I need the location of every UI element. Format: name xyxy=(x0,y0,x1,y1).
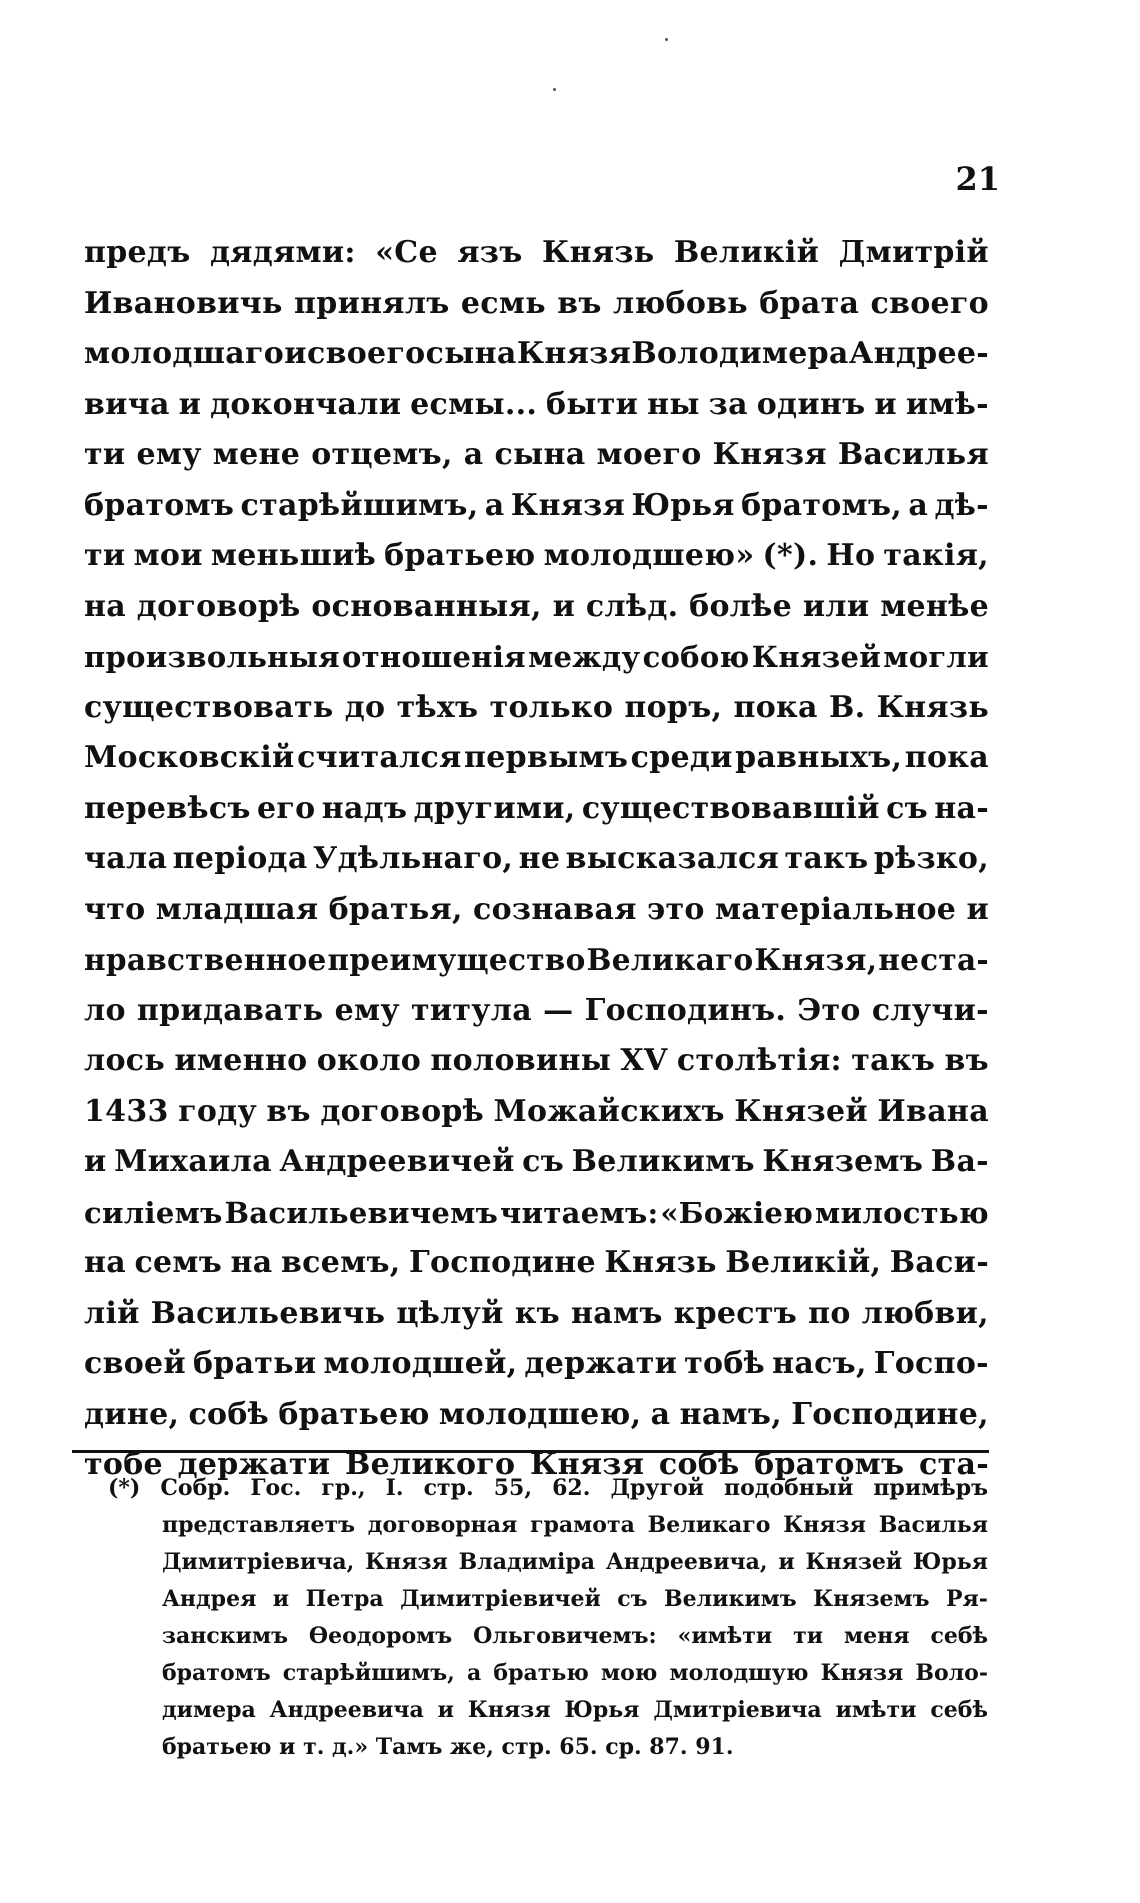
text-line xyxy=(84,1390,989,1441)
word: на xyxy=(84,1245,126,1280)
word: Другой xyxy=(610,1475,704,1501)
word: (*). xyxy=(762,538,819,573)
word: братомъ xyxy=(84,487,235,523)
word: ему xyxy=(334,992,400,1028)
footnote-line xyxy=(162,1507,988,1544)
word: между xyxy=(528,640,641,674)
word: старѣйшимъ, xyxy=(240,487,479,523)
word: высказался xyxy=(565,841,780,876)
word: Андрее- xyxy=(848,336,989,371)
text-line xyxy=(84,582,989,633)
word: «имѣти xyxy=(677,1623,773,1649)
word: произвольныя xyxy=(84,640,340,674)
word: болѣе xyxy=(689,588,793,624)
word: Собр. xyxy=(160,1475,231,1501)
text-line xyxy=(84,683,989,734)
word: 55, xyxy=(493,1475,533,1501)
word: подобный xyxy=(724,1475,854,1501)
word: Андреевича, xyxy=(605,1549,768,1575)
word: Удѣльнаго, xyxy=(312,841,514,876)
word: пока xyxy=(904,740,989,775)
word: на xyxy=(230,1245,273,1280)
text-line xyxy=(84,885,989,936)
word: Дмитрій xyxy=(838,235,989,270)
footnote-line xyxy=(162,1692,988,1729)
word: Господине, xyxy=(791,1396,989,1432)
word: Володимера xyxy=(631,336,849,371)
text-line xyxy=(84,531,989,582)
word: Андреевичей xyxy=(279,1144,515,1179)
word: договорѣ xyxy=(320,1093,485,1129)
word: молодшаго xyxy=(84,336,284,371)
text-line xyxy=(84,380,989,431)
word: одинъ xyxy=(756,386,866,422)
word: Великій, xyxy=(725,1245,882,1280)
word: намъ, xyxy=(679,1396,782,1432)
word: себѣ xyxy=(930,1623,988,1649)
text-line xyxy=(84,279,989,330)
word: братомъ xyxy=(754,1447,905,1482)
word: молодшей, xyxy=(323,1346,518,1381)
text-line xyxy=(84,834,989,885)
word: любовь xyxy=(613,285,748,321)
word: не xyxy=(518,841,561,876)
word: докончали xyxy=(210,386,402,422)
word: читаемъ: xyxy=(500,1195,659,1230)
word: къ xyxy=(514,1295,560,1331)
word: ны xyxy=(647,386,700,422)
word: Ря- xyxy=(946,1586,988,1612)
word: Великого xyxy=(344,1447,516,1482)
word: ло xyxy=(84,992,126,1028)
word: титула xyxy=(410,992,532,1028)
word: на- xyxy=(934,790,989,826)
word: около xyxy=(316,1043,422,1078)
word: занскимъ xyxy=(162,1623,288,1649)
word: Великаго xyxy=(586,942,754,977)
word: Василья xyxy=(878,1512,988,1538)
footnote-line xyxy=(162,1655,988,1692)
word: I. xyxy=(385,1475,404,1501)
word: другими, xyxy=(413,790,576,826)
word: Князя xyxy=(467,1697,551,1723)
word: Васильевичемъ xyxy=(224,1195,499,1230)
text-line xyxy=(84,1339,989,1390)
word: брата xyxy=(759,285,860,321)
word: старѣйшимъ, xyxy=(282,1660,455,1686)
word: считался xyxy=(297,740,462,775)
word: «Се xyxy=(375,235,438,270)
word: Князя xyxy=(510,487,626,523)
word: поръ, xyxy=(624,689,723,725)
word: тѣхъ xyxy=(396,689,479,725)
word: язъ xyxy=(457,235,523,270)
word: вича xyxy=(84,386,170,422)
word: «Божіею xyxy=(660,1195,814,1230)
word: періода xyxy=(172,841,308,876)
word: всемъ, xyxy=(281,1245,401,1280)
word: на xyxy=(84,588,126,624)
word: Димитріевича, xyxy=(162,1549,355,1575)
word: грамота xyxy=(530,1512,635,1538)
word: существовавшій xyxy=(581,790,880,826)
text-line xyxy=(84,733,989,784)
word: Василья xyxy=(837,437,989,472)
word: Княземъ xyxy=(813,1586,930,1612)
word: Господинъ. xyxy=(584,992,787,1028)
word: слѣд. xyxy=(585,588,679,624)
word: братомъ xyxy=(162,1660,271,1686)
word: менѣе xyxy=(880,588,989,624)
word: представляетъ xyxy=(162,1512,355,1538)
word: Великій xyxy=(673,235,820,270)
word: молодшую xyxy=(669,1660,809,1686)
footnote xyxy=(108,1470,988,1766)
word: ста- xyxy=(920,942,989,977)
word: стр. xyxy=(423,1475,474,1501)
word: договорѣ xyxy=(136,588,301,624)
word: лій xyxy=(84,1295,140,1331)
word: насъ, xyxy=(772,1346,867,1381)
word: могли xyxy=(883,640,989,674)
text-line xyxy=(84,430,989,481)
word: по xyxy=(808,1295,851,1331)
word: матеріальное xyxy=(715,891,957,927)
text-line xyxy=(84,228,989,279)
word: и xyxy=(84,1144,107,1179)
word: Великаго xyxy=(647,1512,771,1538)
word: случи- xyxy=(871,992,989,1028)
word: существовать xyxy=(84,689,334,725)
word: а xyxy=(484,487,505,523)
word: Князя xyxy=(712,437,827,472)
word: братьею xyxy=(278,1396,430,1432)
word: Госпо- xyxy=(873,1346,989,1381)
word: тобе xyxy=(84,1447,163,1482)
word: Петра xyxy=(305,1586,384,1612)
word: милостью xyxy=(815,1195,989,1230)
page-number: 21 xyxy=(955,160,1000,198)
word: 62. xyxy=(552,1475,591,1501)
word: за xyxy=(708,386,748,422)
word: придавать xyxy=(136,992,324,1028)
word: братьею xyxy=(384,538,536,573)
word: среди xyxy=(630,740,733,775)
footnote-line xyxy=(162,1544,988,1581)
word: братомъ, xyxy=(741,487,903,523)
word: Михаила xyxy=(114,1144,272,1179)
text-line xyxy=(84,986,989,1037)
main-text xyxy=(84,228,989,1491)
word: до xyxy=(344,689,386,725)
word: съ xyxy=(886,790,928,826)
word: пока xyxy=(733,689,818,725)
word: рѣзко, xyxy=(873,841,989,876)
word: моего xyxy=(596,437,702,472)
text-line xyxy=(84,329,989,380)
word: и xyxy=(284,336,307,371)
text-line xyxy=(84,1087,989,1138)
word: такъ xyxy=(784,841,869,876)
word: надъ xyxy=(321,790,408,826)
word: Князь xyxy=(604,1245,717,1280)
word: принялъ xyxy=(294,285,450,321)
word: меня xyxy=(844,1623,910,1649)
text-line xyxy=(84,632,989,683)
word: мене xyxy=(212,437,301,472)
word: Княземъ xyxy=(762,1144,924,1179)
word: быти xyxy=(546,386,639,422)
word: договорная xyxy=(367,1512,518,1538)
word: въ xyxy=(266,1093,311,1129)
word: братьи xyxy=(192,1346,317,1381)
word: своего xyxy=(870,285,989,321)
word: силіемъ xyxy=(84,1195,223,1230)
word: Ивановичь xyxy=(84,285,283,321)
text-line xyxy=(84,1188,989,1239)
word: дине, xyxy=(84,1396,180,1432)
word: Васильевичь xyxy=(150,1295,386,1331)
word: Ольговичемъ: xyxy=(473,1623,657,1649)
word: XV xyxy=(620,1043,668,1078)
text-line xyxy=(84,935,989,986)
word: Князя xyxy=(783,1512,866,1538)
word: собѣ xyxy=(658,1447,740,1482)
word: а xyxy=(650,1396,671,1432)
word: братья, xyxy=(328,891,463,927)
word: это xyxy=(646,891,705,927)
word: первымъ xyxy=(464,740,629,775)
word: Князей xyxy=(734,1093,868,1129)
word: именно xyxy=(174,1043,308,1078)
word: держати xyxy=(177,1447,331,1482)
word: Гос. xyxy=(250,1475,302,1501)
word: сознавая xyxy=(473,891,637,927)
word: своей xyxy=(84,1346,186,1381)
word: Господине xyxy=(408,1245,596,1280)
word: Князь xyxy=(542,235,655,270)
word: молодшею» xyxy=(543,538,755,573)
word: Это xyxy=(797,992,861,1028)
text-line xyxy=(84,481,989,532)
word: и xyxy=(272,1586,290,1612)
text-line xyxy=(84,1137,989,1188)
word: а xyxy=(466,1660,482,1686)
word: сына xyxy=(494,437,586,472)
footnote-line: братьею и т. д.» Тамъ же, стр. 65. ср. 87. 91. xyxy=(162,1734,734,1760)
word: В. xyxy=(828,689,866,725)
word: нравственное xyxy=(84,942,327,977)
word: мои xyxy=(133,538,203,573)
word: младшая xyxy=(155,891,319,927)
word: Владиміра xyxy=(458,1549,596,1575)
word: половины xyxy=(430,1043,612,1078)
word: Великимъ xyxy=(664,1586,797,1612)
word: въ xyxy=(557,285,602,321)
word: меньшиѣ xyxy=(210,538,377,573)
footnote-line xyxy=(162,1581,988,1618)
word: что xyxy=(84,891,146,927)
word: и xyxy=(778,1549,795,1575)
word: а xyxy=(463,437,484,472)
word: цѣлуй xyxy=(396,1295,504,1331)
word: Великимъ xyxy=(571,1144,755,1179)
word: только xyxy=(489,689,614,725)
word: дядями: xyxy=(209,235,356,270)
word: Ивана xyxy=(877,1093,989,1129)
word: чала xyxy=(84,841,168,876)
word: Ѳеодоромъ xyxy=(308,1623,453,1649)
word: есмы... xyxy=(410,386,538,422)
word: (*) xyxy=(108,1475,141,1501)
word: и xyxy=(966,891,989,927)
word: семъ xyxy=(134,1245,223,1280)
word: есмь xyxy=(460,285,546,321)
word: Андрея xyxy=(162,1586,257,1612)
word: примѣръ xyxy=(873,1475,988,1501)
word: Князя xyxy=(516,336,632,371)
word: мою xyxy=(601,1660,658,1686)
word: себѣ xyxy=(930,1697,988,1723)
word: году xyxy=(178,1093,257,1129)
word: Князя xyxy=(820,1660,904,1686)
word: молодшею, xyxy=(438,1396,642,1432)
word: — xyxy=(543,992,574,1028)
word: такія, xyxy=(883,538,989,573)
word: и xyxy=(437,1697,454,1723)
word: Васи- xyxy=(889,1245,989,1280)
word: и xyxy=(178,386,202,422)
word: держати xyxy=(524,1346,678,1381)
word: тобѣ xyxy=(684,1346,766,1381)
word: и xyxy=(552,588,576,624)
text-line xyxy=(84,1289,989,1340)
word: ста- xyxy=(919,1447,989,1482)
word: предъ xyxy=(84,235,191,270)
word: собою xyxy=(642,640,750,674)
word: Андреевича xyxy=(269,1697,424,1723)
word: 1433 xyxy=(84,1093,169,1129)
word: ти xyxy=(84,538,126,573)
word: имѣти xyxy=(835,1697,917,1723)
word: дѣ- xyxy=(934,487,989,523)
word: его xyxy=(257,790,316,826)
word: а xyxy=(908,487,929,523)
word: крестъ xyxy=(673,1295,798,1331)
text-line xyxy=(84,1036,989,1087)
word: намъ xyxy=(571,1295,663,1331)
word: и xyxy=(874,386,897,422)
word: Князя xyxy=(529,1447,645,1482)
word: собѣ xyxy=(188,1396,270,1432)
word: Князя xyxy=(365,1549,448,1575)
word: Юрья xyxy=(913,1549,988,1575)
word: лось xyxy=(84,1043,165,1078)
word: не xyxy=(878,942,920,977)
word: Но xyxy=(826,538,876,573)
footnote-line xyxy=(162,1618,988,1655)
word: Ва- xyxy=(930,1144,989,1179)
word: имѣ- xyxy=(905,386,989,422)
word: Юрья xyxy=(631,487,735,523)
word: столѣтія: xyxy=(676,1043,842,1078)
word: такъ xyxy=(851,1043,936,1078)
word: или xyxy=(802,588,870,624)
footnote-separator xyxy=(72,1450,989,1453)
word: Юрья xyxy=(564,1697,640,1723)
word: гр., xyxy=(321,1475,366,1501)
footnote-line xyxy=(108,1470,988,1507)
word: своего xyxy=(307,336,426,371)
word: отношенія xyxy=(342,640,526,674)
word: Князь xyxy=(876,689,989,725)
word: Князя, xyxy=(754,942,878,977)
text-line xyxy=(84,784,989,835)
word: съ xyxy=(617,1586,648,1612)
word: любви, xyxy=(861,1295,989,1331)
word: Можайскихъ xyxy=(493,1093,725,1129)
word: братью xyxy=(493,1660,589,1686)
word: Князей xyxy=(751,640,882,674)
word: въ xyxy=(944,1043,989,1078)
word: димера xyxy=(162,1697,256,1723)
word: съ xyxy=(522,1144,565,1179)
word: ти xyxy=(793,1623,824,1649)
word: Московскій xyxy=(84,740,295,775)
word: ти xyxy=(84,437,126,472)
word: ему xyxy=(136,437,202,472)
word: основанныя, xyxy=(311,588,542,624)
speck xyxy=(553,88,556,91)
word: отцемъ, xyxy=(311,437,453,472)
word: перевѣсъ xyxy=(84,790,251,826)
word: Димитріевичей xyxy=(400,1586,601,1612)
word: сына xyxy=(425,336,517,371)
word: преимущество xyxy=(327,942,586,977)
word: Воло- xyxy=(915,1660,988,1686)
text-line xyxy=(84,1238,989,1289)
word: равныхъ, xyxy=(735,740,903,775)
speck xyxy=(665,38,668,41)
word: Князей xyxy=(805,1549,903,1575)
word: Дмитріевича xyxy=(653,1697,822,1723)
